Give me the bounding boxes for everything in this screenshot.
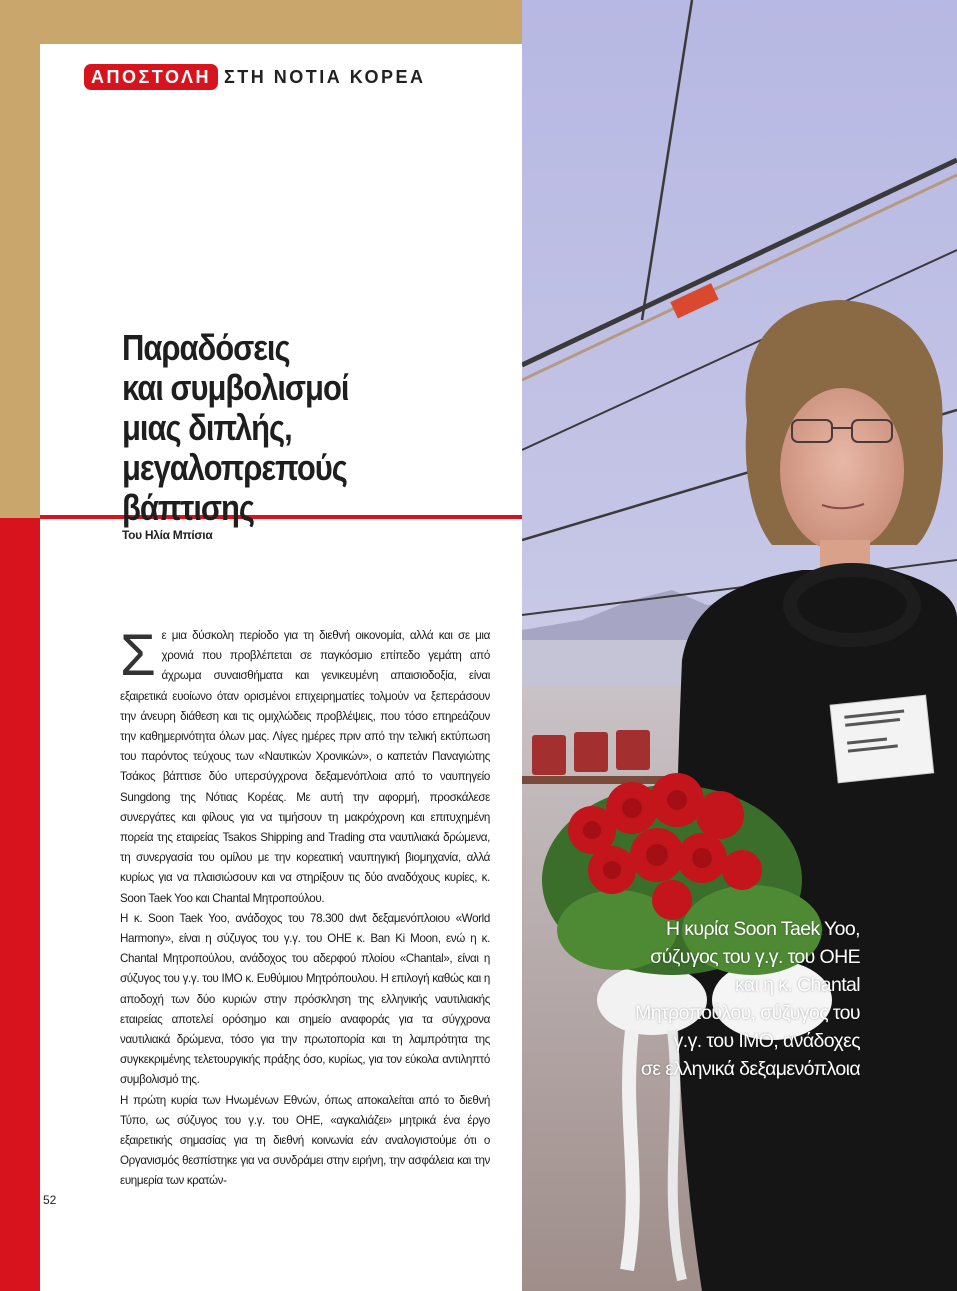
- photo-caption: [612, 915, 860, 1083]
- paragraph-text: ε μια δύσκολη περίοδο για τη διεθνή οικονομία, αλλά και σε μια χρονιά που προβλέπεται σε παγκόσμιο επίπεδο γεμάτη από άχρωμα συναισθήματα και γενικευμένη απαισιοδοξία, είναι εξαιρετικά ευοίωνο όταν ορισμένοι επιχειρηματίες τολμούν να ξεπεράσουν την άνευρη διάθεση και τις ομιχλώδεις προβλέψεις, που τόσο επηρεάζουν την καθημερινότητα όλων μας. Λίγες ημέρες πριν από την τελική εκτύπωση του παρόντος τεύχους των «Ναυτικών Χρονικών», ο καπετάν Παναγιώτης Τσάκος βάπτισε δύο υπερσύγχρονα δεξαμενόπλοια από το ναυπηγείο Sungdong της Νότιας Κορέας. Με αυτή την αφορμή, προσκάλεσε συνεργάτες και φίλους για να τιμήσουν τη μακρόχρονη και επιτυχημένη πορεία της εταιρείας Tsakos Shipping and Trading στα ναυτιλιακά δρώμενα, τη συνεργασία του ομίλου με την κορεατική ναυπηγική βιομηχανία, αλλά κυρίως για να πλαισιώσουν και να στηρίξουν τις δύο αναδόχους κυρίες, κ. Soon Taek Yoo και Chantal Μητροπούλου.: [120, 629, 490, 905]
- page-number: 52: [43, 1193, 57, 1207]
- section-subtitle: ΣΤΗ ΝΟΤΙΑ ΚΟΡΕΑ: [224, 67, 426, 87]
- paragraph: Η πρώτη κυρία των Ηνωμένων Εθνών, όπως αποκαλείται από το διεθνή Τύπο, ως σύζυγος του γ.γ. του ΟΗΕ, «αγκαλιάζει» μητρικά ένα έργο εξαιρετικής σημασίας για τη διεθνή κοινωνία εάν αναλογιστούμε ότι ο Οργανισμός θεσπίστηκε για να συνδράμει στην ειρήνη, την ασφάλεια και την ευημερία των κρατών-: [120, 1093, 490, 1188]
- top-gold-bar: [40, 0, 522, 44]
- section-header: [84, 64, 425, 90]
- title-line: Παραδόσεις: [122, 327, 290, 368]
- drop-cap: Σ: [120, 623, 156, 688]
- caption-line: γ.γ. του ΙΜΟ, ανάδοχες: [673, 1030, 860, 1052]
- caption-line: σε ελληνικά δεξαμενόπλοια: [640, 1058, 860, 1080]
- caption-line: Η κυρία Soon Taek Yoo,: [665, 918, 860, 940]
- article-title: [122, 328, 457, 528]
- gold-band: [0, 0, 40, 518]
- title-line: μεγαλοπρεπούς βάπτισης: [122, 447, 347, 528]
- paragraph: Η κ. Soon Taek Yoo, ανάδοχος του 78.300 dwt δεξαμενόπλοιου «World Harmony», είναι η σύζυγος του γ.γ. του ΟΗΕ κ. Ban Ki Moon, ενώ η κ. Chantal Μητροπούλου, ανάδοχος του αδερφού πλοίου «Chantal», είναι η σύζυγος του γ.γ. του ΙΜΟ κ. Ευθύμιου Μητρόπουλου. Η επιλογή καθώς και η αποδοχή των δύο κυριών στην πρόσκληση της ελληνικής ναυτιλιακής εταιρείας αποτελεί ορόσημο και σημείο αναφοράς για τα σύγχρονα ναυτιλιακά δρώμενα, τόσο για την πρωτοπορία και τη λαμπρότητα της συγκεκριμένης τελετουργικής πράξης όσο, κυρίως, για τον εύκολα αντιληπτό συμβολισμό της.: [120, 911, 490, 1087]
- photo-illustration: [522, 0, 957, 1291]
- red-band: [0, 518, 40, 1291]
- title-line: μιας διπλής,: [122, 407, 292, 448]
- photo: [522, 0, 957, 1291]
- section-tag: ΑΠΟΣΤΟΛΗ: [84, 64, 218, 90]
- title-line: και συμβολισμοί: [122, 367, 349, 408]
- caption-line: σύζυγος του γ.γ. του ΟΗΕ: [650, 946, 860, 968]
- paragraph: [120, 623, 490, 909]
- caption-line: Μητροπούλου, σύζυγος του: [635, 1002, 860, 1024]
- article-body: [120, 623, 490, 1192]
- byline: Του Ηλία Μπίσια: [122, 528, 213, 542]
- caption-line: και η κ. Chantal: [735, 974, 860, 996]
